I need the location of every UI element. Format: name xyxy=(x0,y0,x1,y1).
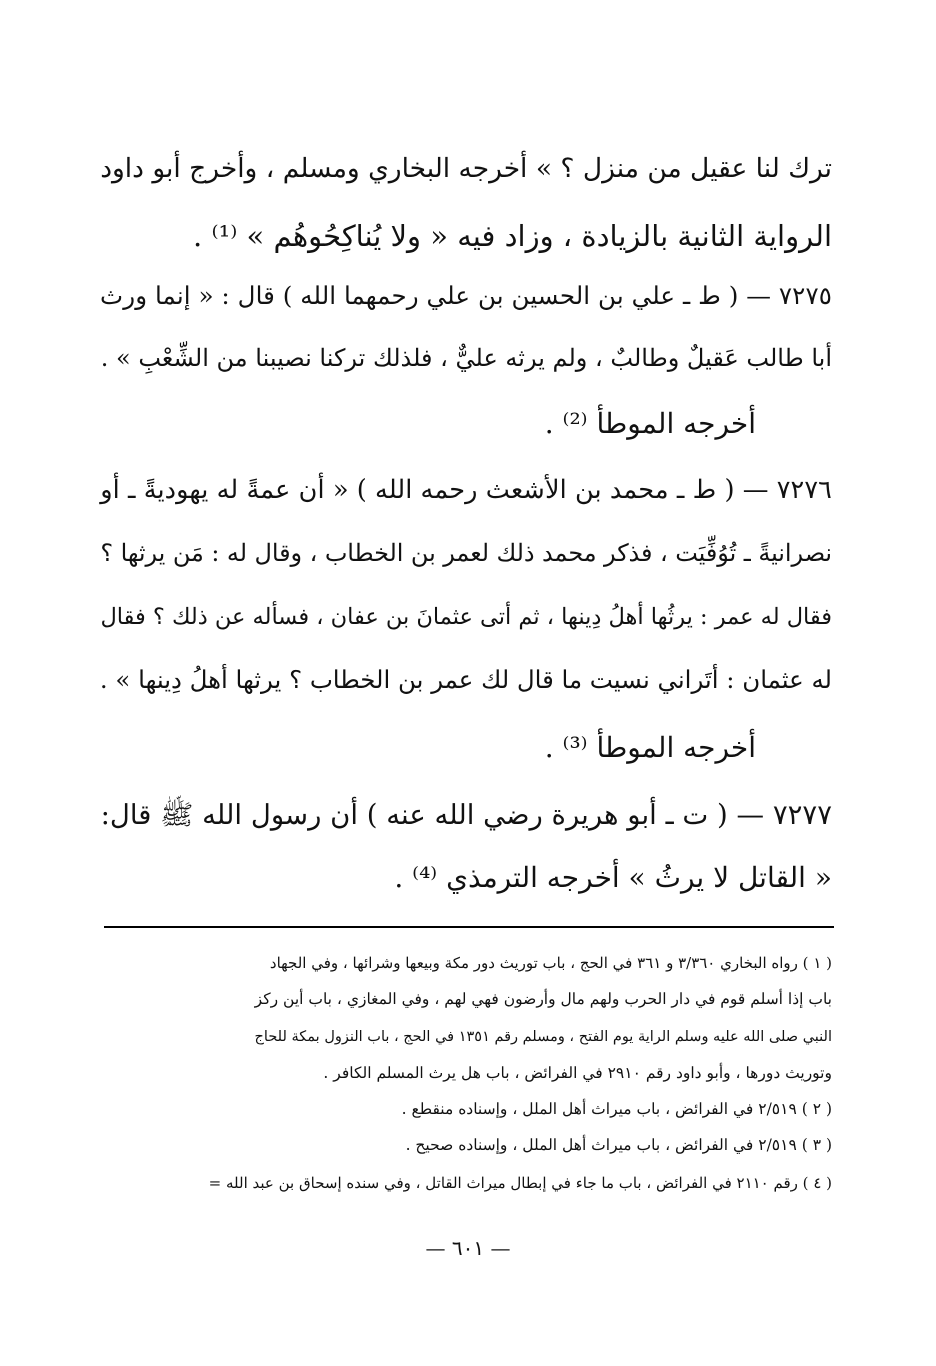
source-line: أخرجه الموطأ ⁽²⁾ . xyxy=(544,407,756,440)
footnote-line: باب إذا أسلم قوم في دار الحرب ولهم مال وأرضون فهي لهم ، وفي المغازي ، باب أين ركز xyxy=(254,990,832,1008)
footnote-line: النبي صلى الله عليه وسلم الراية يوم الفتح ، ومسلم رقم ١٣٥١ في الحج ، باب النزول بمكة للحاج xyxy=(254,1029,832,1045)
main-text-line: « القاتل لا يرثُ » أخرجه الترمذي ⁽⁴⁾ . xyxy=(394,861,832,894)
hadith-7276-line: ٧٢٧٦ — ( ط ـ محمد بن الأشعث رحمه الله ) « أن عمةً له يهوديةً ـ أو xyxy=(100,475,832,505)
footnote-line: وتوريث دورها ، وأبو داود رقم ٢٩١٠ في الفرائض ، باب هل يرث المسلم الكافر . xyxy=(323,1064,832,1082)
footnote-line: ( ١ ) رواه البخاري ٣/٣٦٠ و ٣٦١ في الحج ، باب توريث دور مكة وبيعها وشرائها ، وفي الجهاد xyxy=(269,954,832,972)
footnote-line: ( ٣ ) ٢/٥١٩ في الفرائض ، باب ميراث أهل الملل ، وإسناده صحيح . xyxy=(405,1136,832,1154)
footnote-separator xyxy=(104,926,834,928)
main-text-line: له عثمان : أتَراني نسيت ما قال لك عمر بن الخطاب ؟ يرثها أهلُ دِينها » . xyxy=(99,665,832,694)
footnote-line: ( ٢ ) ٢/٥١٩ في الفرائض ، باب ميراث أهل الملل ، وإسناده منقطع . xyxy=(401,1100,832,1118)
footnote-line: ( ٤ ) رقم ٢١١٠ في الفرائض ، باب ما جاء في إبطال ميراث القاتل ، وفي سنده إسحاق بن عبد الله = xyxy=(208,1174,832,1192)
main-text-line: نصرانيةً ـ تُوُفِّيَت ، فذكر محمد ذلك لعمر بن الخطاب ، وقال له : مَن يرثها ؟ xyxy=(100,539,832,567)
hadith-7275-line: ٧٢٧٥ — ( ط ـ علي بن الحسين بن علي رحمهما الله ) قال : « إنما ورث xyxy=(100,281,832,310)
main-text-line: الرواية الثانية بالزيادة ، وزاد فيه « ولا يُناكِحُوهُم » ⁽¹⁾ . xyxy=(193,219,832,253)
source-line: أخرجه الموطأ ⁽³⁾ . xyxy=(544,731,756,764)
page-number: — ٦٠١ — xyxy=(425,1236,511,1260)
main-text-line: فقال له عمر : يرثُها أهلُ دِينها ، ثم أتى عثمانَ بن عفان ، فسأله عن ذلك ؟ فقال xyxy=(100,604,832,630)
hadith-7277-line: ٧٢٧٧ — ( ت ـ أبو هريرة رضي الله عنه ) أن رسول الله ﷺ قال: xyxy=(100,799,832,831)
main-text-line: ترك لنا عقيل من منزل ؟ » أخرجه البخاري ومسلم ، وأخرج أبو داود xyxy=(100,153,832,184)
main-text-line: أبا طالب عَقيلٌ وطالبٌ ، ولم يرثه عليٌّ ، فلذلك تركنا نصيبنا من الشِّعْبِ » . xyxy=(100,344,832,372)
